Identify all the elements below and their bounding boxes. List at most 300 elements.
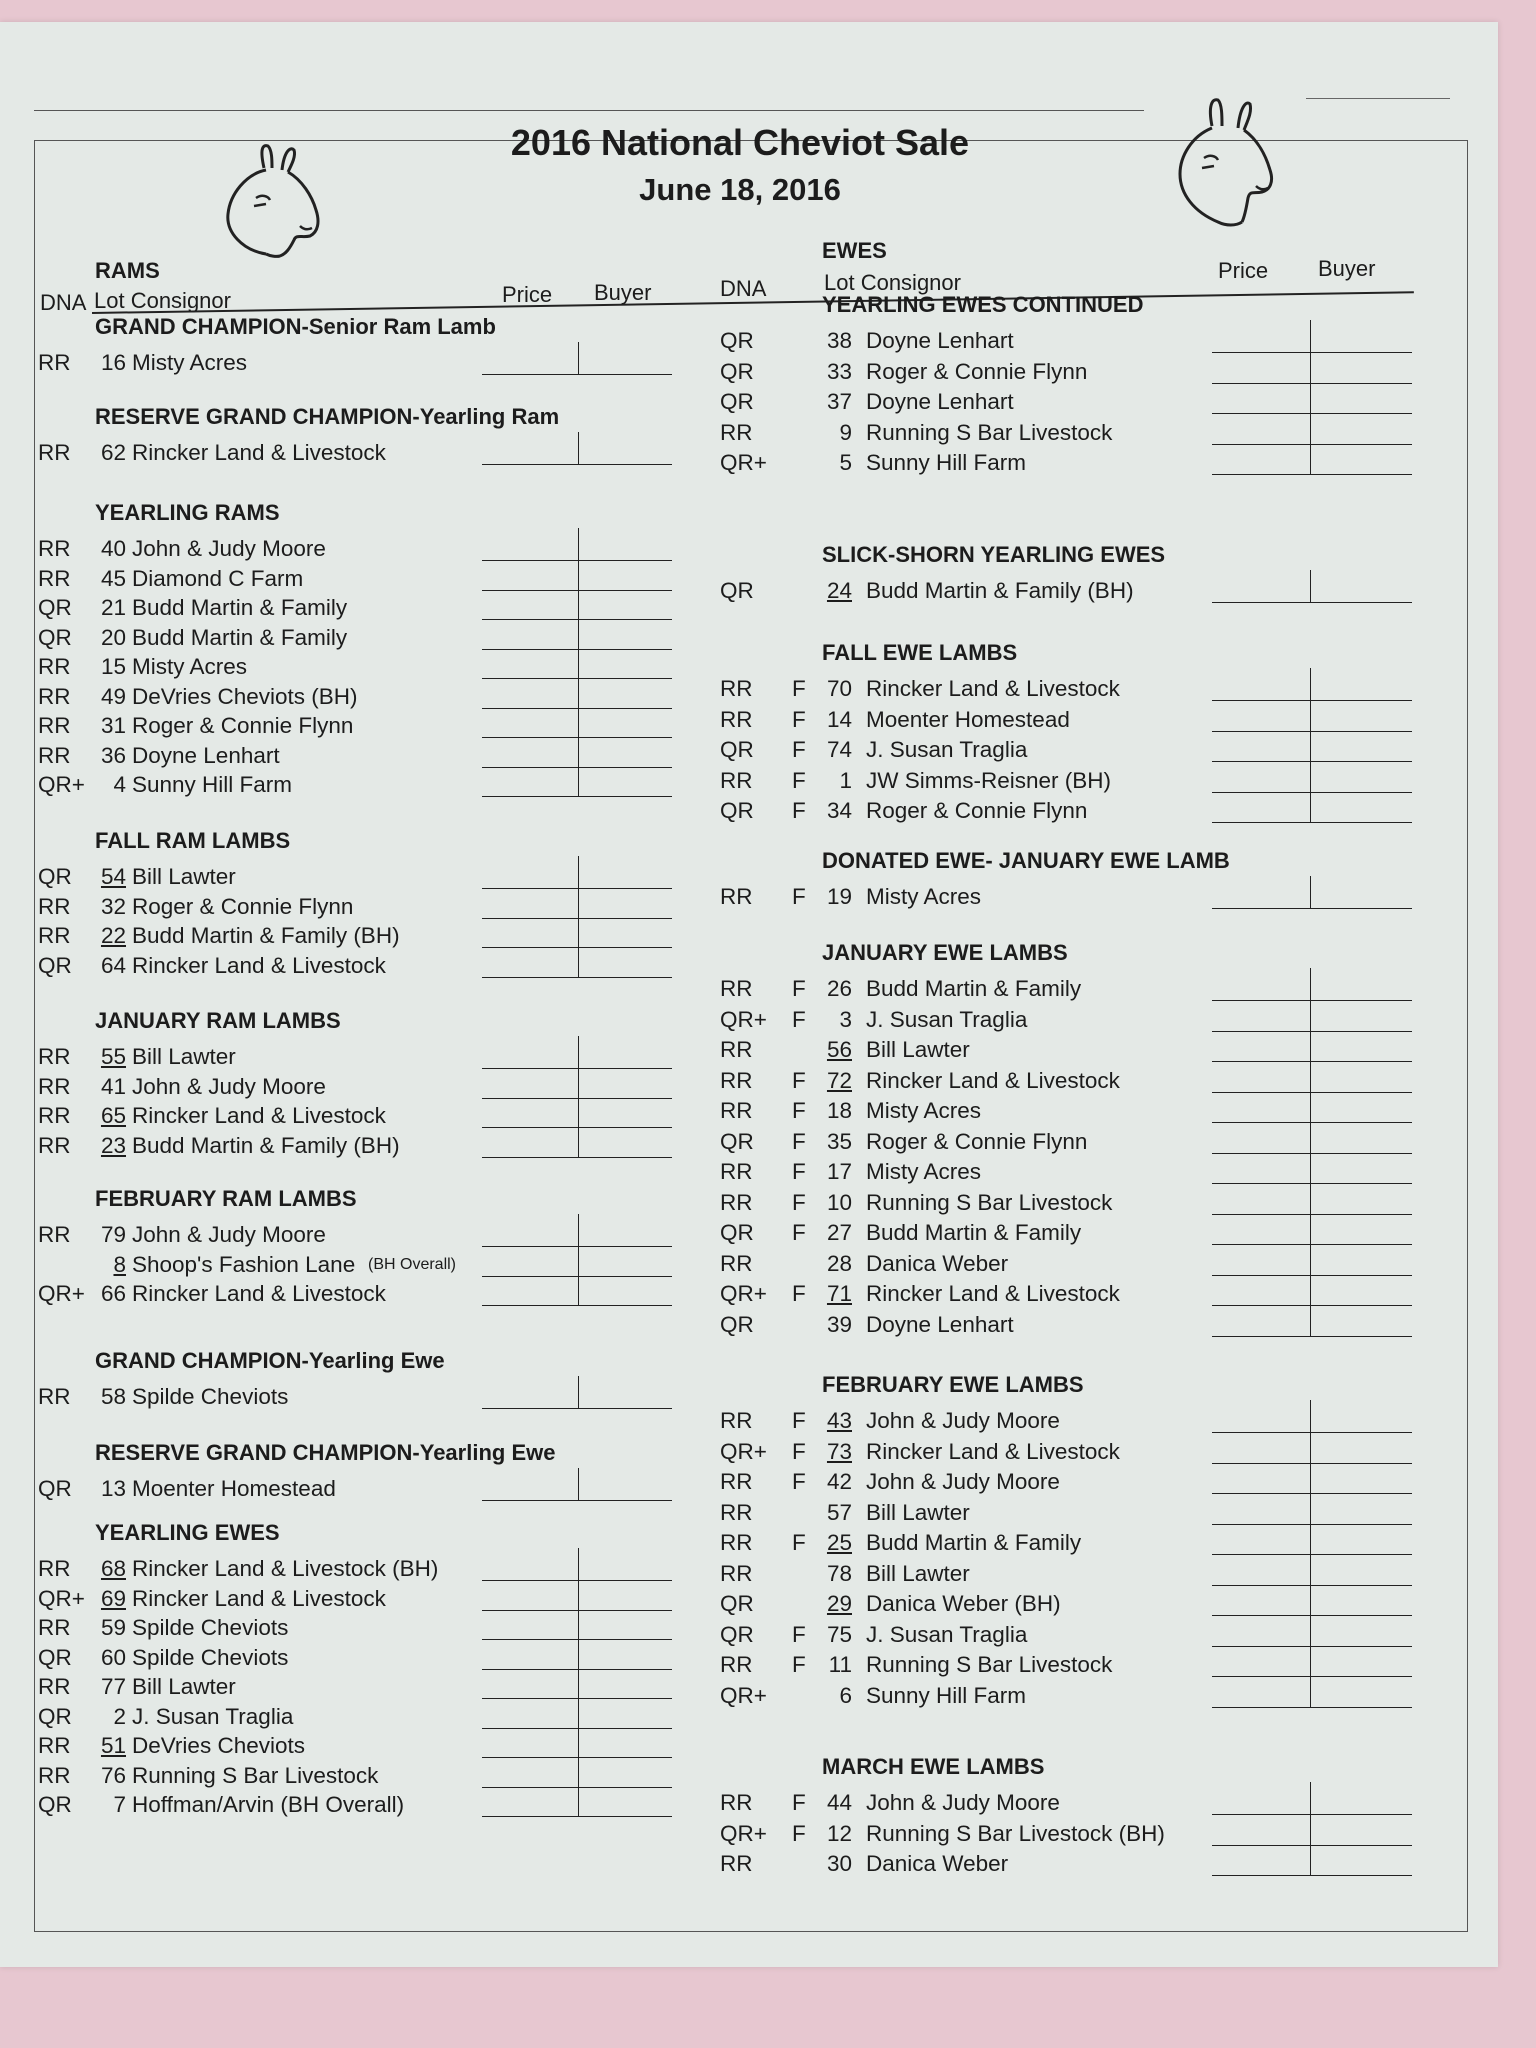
lot-number: 77 [100, 1674, 126, 1699]
price-buyer-line[interactable] [1212, 1814, 1412, 1815]
fall-flag: F [792, 1220, 806, 1245]
fall-flag: F [792, 1652, 806, 1677]
consignor-name: Roger & Connie Flynn [866, 1128, 1088, 1154]
price-buyer-line[interactable] [1212, 1524, 1412, 1525]
dna-code: RR [720, 884, 753, 909]
dna-code: RR [38, 1222, 71, 1247]
price-buyer-line[interactable] [1212, 1493, 1412, 1494]
price-buyer-line[interactable] [1212, 792, 1412, 793]
dna-code: RR [720, 676, 753, 701]
price-buyer-line[interactable] [1212, 1585, 1412, 1586]
dna-code: RR [720, 976, 753, 1001]
lot-number: 29 [826, 1591, 852, 1616]
lot-number: 49 [100, 683, 126, 709]
lot-number: 54 [100, 864, 126, 889]
price-buyer-line[interactable] [482, 1580, 672, 1581]
consignor-name: John & Judy Moore [132, 536, 326, 561]
fall-flag: F [792, 1281, 806, 1306]
consignor-name: J. Susan Traglia [866, 1006, 1028, 1032]
price-buyer-line[interactable] [1212, 1183, 1412, 1184]
section-title: FALL EWE LAMBS [822, 640, 1018, 665]
lot-number: 20 [100, 624, 126, 650]
price-buyer-line[interactable] [482, 374, 672, 375]
dna-code: RR [38, 1674, 71, 1699]
price-buyer-line[interactable] [1212, 1676, 1412, 1677]
consignor-name: DeVries Cheviots (BH) [132, 683, 358, 709]
lot-number: 56 [826, 1037, 852, 1062]
dna-code: RR [720, 1408, 753, 1433]
section-title: JANUARY RAM LAMBS [95, 1008, 341, 1033]
fall-flag: F [792, 1128, 806, 1154]
section-title: YEARLING EWES [95, 1520, 280, 1545]
price-buyer-divider [1310, 1400, 1311, 1707]
lot-number: 65 [100, 1103, 126, 1128]
consignor-name: Doyne Lenhart [132, 742, 280, 768]
dna-code: QR+ [720, 1006, 767, 1032]
lot-number: 31 [100, 713, 126, 738]
consignor-name: Running S Bar Livestock [866, 1189, 1113, 1215]
consignor-name: J. Susan Traglia [866, 1621, 1028, 1647]
consignor-name: Doyne Lenhart [866, 328, 1014, 353]
lot-number: 4 [113, 772, 126, 797]
dna-code: RR [38, 440, 71, 465]
consignor-note: (BH Overall) [368, 1255, 457, 1273]
price-buyer-line[interactable] [482, 1127, 672, 1128]
price-buyer-line[interactable] [1212, 908, 1412, 909]
price-buyer-line[interactable] [482, 1698, 672, 1699]
price-buyer-line[interactable] [1212, 761, 1412, 762]
lot-number: 22 [100, 923, 126, 948]
price-buyer-line[interactable] [1212, 700, 1412, 701]
lot-number: 25 [826, 1530, 852, 1555]
section-title: YEARLING RAMS [95, 500, 280, 525]
price-buyer-line[interactable] [482, 1246, 672, 1247]
dna-code: QR [720, 358, 754, 384]
price-buyer-line[interactable] [1212, 1061, 1412, 1062]
price-buyer-line[interactable] [482, 1757, 672, 1758]
price-buyer-line[interactable] [1212, 1275, 1412, 1276]
price-buyer-line[interactable] [482, 1787, 672, 1788]
consignor-name: Sunny Hill Farm [132, 772, 293, 797]
lot-number: 45 [100, 565, 126, 591]
dna-code: RR [720, 1469, 753, 1494]
price-buyer-line[interactable] [482, 1669, 672, 1670]
consignor-name: Misty Acres [866, 1159, 982, 1184]
lot-number: 44 [826, 1790, 852, 1815]
price-buyer-line[interactable] [1212, 1122, 1412, 1123]
dna-code: QR [720, 328, 754, 353]
lot-number: 28 [826, 1250, 852, 1276]
dna-code: RR [720, 706, 753, 732]
lot-number: 70 [826, 676, 852, 701]
dna-code: RR [720, 1851, 753, 1876]
lot-number: 2 [113, 1703, 126, 1729]
section-title: DONATED EWE- JANUARY EWE LAMB [822, 848, 1230, 873]
lot-number: 43 [826, 1408, 852, 1433]
price-buyer-line[interactable] [1212, 1845, 1412, 1846]
consignor-name: Budd Martin & Family [866, 1220, 1082, 1245]
consignor-name: Misty Acres [132, 350, 248, 375]
lot-number: 69 [100, 1585, 126, 1611]
lot-number: 42 [826, 1469, 852, 1494]
lot-number: 51 [100, 1733, 126, 1758]
price-buyer-line[interactable] [1212, 1463, 1412, 1464]
lot-number: 24 [826, 578, 852, 603]
lot-number: 38 [826, 328, 852, 353]
consignor-name: Bill Lawter [866, 1560, 970, 1586]
consignor-name: J. Susan Traglia [866, 737, 1028, 762]
lot-number: 41 [100, 1073, 126, 1099]
price-buyer-line[interactable] [482, 1728, 672, 1729]
fall-flag: F [792, 706, 806, 732]
consignor-name: Running S Bar Livestock (BH) [866, 1820, 1165, 1846]
price-buyer-line[interactable] [482, 1157, 672, 1158]
dna-code: RR [38, 1615, 71, 1640]
consignor-name: Budd Martin & Family [866, 976, 1082, 1001]
consignor-name: John & Judy Moore [866, 1469, 1060, 1494]
dna-code: QR+ [720, 1281, 767, 1306]
price-buyer-line[interactable] [1212, 1554, 1412, 1555]
dna-code: QR [38, 1703, 72, 1729]
lot-number: 78 [826, 1560, 852, 1586]
consignor-name: Rincker Land & Livestock [866, 1067, 1120, 1093]
dna-code: QR [720, 737, 754, 762]
dna-code: RR [38, 923, 71, 948]
ewes-header: EWES [822, 238, 887, 263]
lot-number: 21 [100, 595, 126, 620]
lot-number: 13 [100, 1476, 126, 1501]
price-buyer-divider [578, 528, 579, 796]
price-buyer-line[interactable] [482, 1098, 672, 1099]
fall-flag: F [792, 884, 806, 909]
lot-number: 76 [100, 1762, 126, 1788]
dna-code: QR+ [720, 450, 767, 475]
sheep-head-icon [216, 140, 336, 262]
lot-number: 72 [826, 1067, 852, 1093]
lot-number: 71 [826, 1281, 852, 1306]
dna-code: RR [720, 1159, 753, 1184]
lot-number: 8 [113, 1251, 126, 1277]
dna-code: RR [38, 1733, 71, 1758]
lot-number: 17 [826, 1159, 852, 1184]
title-rule [34, 110, 1144, 111]
price-buyer-line[interactable] [1212, 1707, 1412, 1708]
lot-number: 40 [100, 536, 126, 561]
corner-rule [1306, 98, 1450, 99]
section-title: JANUARY EWE LAMBS [822, 940, 1068, 965]
section-title: GRAND CHAMPION-Senior Ram Lamb [95, 314, 496, 339]
price-buyer-line[interactable] [1212, 1432, 1412, 1433]
price-buyer-line[interactable] [1212, 1092, 1412, 1093]
price-buyer-line[interactable] [482, 918, 672, 919]
price-buyer-line[interactable] [482, 737, 672, 738]
lot-number: 75 [826, 1621, 852, 1647]
dna-code: RR [38, 536, 71, 561]
lot-number: 5 [839, 450, 852, 475]
fall-flag: F [792, 1189, 806, 1215]
lot-number: 27 [826, 1220, 852, 1245]
lot-number: 79 [100, 1222, 126, 1247]
dna-code: QR [38, 952, 72, 978]
consignor-name: JW Simms-Reisner (BH) [866, 767, 1111, 793]
lot-number: 12 [826, 1820, 852, 1846]
lot-number: 58 [100, 1384, 126, 1409]
lot-number: 34 [826, 798, 852, 823]
price-buyer-divider [578, 856, 579, 977]
price-buyer-divider [578, 1376, 579, 1408]
dna-code: RR [720, 419, 753, 445]
price-buyer-line[interactable] [1212, 383, 1412, 384]
price-buyer-line[interactable] [482, 678, 672, 679]
price-buyer-line[interactable] [1212, 1244, 1412, 1245]
price-buyer-line[interactable] [482, 1276, 672, 1277]
consignor-name: Bill Lawter [132, 1044, 236, 1069]
section-title: GRAND CHAMPION-Yearling Ewe [95, 1348, 445, 1373]
consignor-name: Budd Martin & Family (BH) [866, 578, 1134, 603]
consignor-name: Budd Martin & Family [866, 1530, 1082, 1555]
dna-code: RR [720, 1250, 753, 1276]
dna-code: QR [720, 1621, 754, 1647]
price-buyer-line[interactable] [482, 796, 672, 797]
price-buyer-line[interactable] [482, 708, 672, 709]
fall-flag: F [792, 1438, 806, 1464]
price-buyer-line[interactable] [1212, 1214, 1412, 1215]
price-buyer-line[interactable] [482, 977, 672, 978]
dna-code: RR [38, 1073, 71, 1099]
dna-code: RR [38, 1762, 71, 1788]
dna-code: QR+ [38, 1281, 85, 1306]
dna-code: RR [720, 1530, 753, 1555]
lot-number: 3 [839, 1006, 852, 1032]
dna-header: DNA [40, 290, 87, 315]
fall-flag: F [792, 767, 806, 793]
buyer-header: Buyer [1318, 256, 1376, 281]
price-buyer-line[interactable] [482, 619, 672, 620]
consignor-name: Misty Acres [866, 884, 982, 909]
price-buyer-line[interactable] [482, 464, 672, 465]
dna-code: QR+ [720, 1438, 767, 1464]
consignor-name: Rincker Land & Livestock [866, 1281, 1120, 1306]
dna-code: QR+ [720, 1682, 767, 1708]
price-buyer-divider [578, 1548, 579, 1816]
dna-code: RR [38, 893, 71, 919]
price-buyer-line[interactable] [482, 1500, 672, 1501]
consignor-name: John & Judy Moore [132, 1222, 326, 1247]
fall-flag: F [792, 798, 806, 823]
section-title: YEARLING EWES CONTINUED [822, 292, 1144, 317]
dna-code: QR [38, 595, 72, 620]
rams-header: RAMS [95, 258, 160, 283]
price-buyer-line[interactable] [1212, 1153, 1412, 1154]
section-title: RESERVE GRAND CHAMPION-Yearling Ewe [95, 1440, 556, 1465]
dna-code: QR [720, 1128, 754, 1154]
price-header: Price [502, 282, 553, 307]
price-buyer-divider [1310, 1782, 1311, 1875]
lot-number: 35 [826, 1128, 852, 1154]
dna-code: RR [38, 683, 71, 709]
fall-flag: F [792, 1067, 806, 1093]
consignor-name: Roger & Connie Flynn [132, 713, 354, 738]
price-buyer-line[interactable] [1212, 1615, 1412, 1616]
consignor-name: John & Judy Moore [866, 1408, 1060, 1433]
consignor-name: Rincker Land & Livestock [132, 952, 386, 978]
price-buyer-line[interactable] [482, 649, 672, 650]
price-buyer-line[interactable] [1212, 444, 1412, 445]
price-buyer-divider [1310, 570, 1311, 602]
price-buyer-line[interactable] [1212, 1305, 1412, 1306]
price-buyer-line[interactable] [1212, 1646, 1412, 1647]
dna-code: QR [720, 389, 754, 414]
lot-number: 39 [826, 1311, 852, 1337]
consignor-name: Moenter Homestead [132, 1476, 336, 1501]
lot-number: 30 [826, 1851, 852, 1876]
lot-number: 74 [826, 737, 852, 762]
fall-flag: F [792, 1621, 806, 1647]
price-header: Price [1218, 258, 1269, 283]
consignor-name: Rincker Land & Livestock [132, 1585, 386, 1611]
lot-number: 7 [113, 1792, 126, 1817]
consignor-name: Danica Weber (BH) [866, 1591, 1061, 1616]
dna-code: QR [38, 1644, 72, 1670]
lot-number: 19 [826, 884, 852, 909]
lot-number: 9 [839, 419, 852, 445]
dna-code: RR [38, 1132, 71, 1158]
consignor-name: Spilde Cheviots [132, 1615, 289, 1640]
price-buyer-line[interactable] [1212, 413, 1412, 414]
dna-code: RR [720, 1098, 753, 1123]
price-buyer-line[interactable] [482, 947, 672, 948]
dna-code: QR+ [720, 1820, 767, 1846]
lot-number: 55 [100, 1044, 126, 1069]
consignor-name: Sunny Hill Farm [866, 1682, 1027, 1708]
dna-code: RR [720, 1560, 753, 1586]
buyer-header: Buyer [594, 280, 652, 305]
dna-code: RR [38, 1384, 71, 1409]
dna-code: RR [38, 350, 71, 375]
consignor-name: Budd Martin & Family [132, 595, 348, 620]
consignor-name: Bill Lawter [132, 1674, 236, 1699]
section-title: FEBRUARY EWE LAMBS [822, 1372, 1084, 1397]
lot-number: 18 [826, 1098, 852, 1123]
lot-number: 37 [826, 389, 852, 414]
price-buyer-line[interactable] [1212, 1031, 1412, 1032]
lot-consignor-header: Lot Consignor [824, 270, 961, 295]
lot-number: 23 [100, 1132, 126, 1158]
lot-consignor-header: Lot Consignor [94, 288, 231, 313]
consignor-name: Rincker Land & Livestock [866, 1438, 1120, 1464]
price-buyer-line[interactable] [482, 1816, 672, 1817]
price-buyer-divider [578, 342, 579, 374]
price-buyer-line[interactable] [1212, 602, 1412, 603]
dna-code: QR [38, 1476, 72, 1501]
lot-number: 32 [100, 893, 126, 919]
fall-flag: F [792, 1408, 806, 1433]
dna-code: RR [720, 1790, 753, 1815]
consignor-name: Running S Bar Livestock [866, 1652, 1113, 1677]
consignor-name: Spilde Cheviots [132, 1384, 289, 1409]
lot-number: 60 [100, 1644, 126, 1670]
price-buyer-line[interactable] [1212, 731, 1412, 732]
sale-sheet [0, 22, 1498, 1967]
dna-code: RR [720, 767, 753, 793]
lot-number: 36 [100, 742, 126, 768]
fall-flag: F [792, 737, 806, 762]
price-buyer-line[interactable] [1212, 352, 1412, 353]
fall-flag: F [792, 1820, 806, 1846]
price-buyer-line[interactable] [482, 767, 672, 768]
fall-flag: F [792, 1530, 806, 1555]
dna-code: RR [38, 1044, 71, 1069]
dna-code: RR [720, 1037, 753, 1062]
fall-flag: F [792, 1790, 806, 1815]
price-buyer-line[interactable] [482, 1305, 672, 1306]
price-buyer-line[interactable] [1212, 1336, 1412, 1337]
fall-flag: F [792, 1469, 806, 1494]
section-title: FEBRUARY RAM LAMBS [95, 1186, 357, 1211]
lot-number: 62 [100, 440, 126, 465]
consignor-name: Danica Weber [866, 1851, 1009, 1876]
consignor-name: Running S Bar Livestock [132, 1762, 379, 1788]
price-buyer-line[interactable] [1212, 1875, 1412, 1876]
consignor-name: Roger & Connie Flynn [866, 798, 1088, 823]
consignor-name: Misty Acres [866, 1098, 982, 1123]
consignor-name: Running S Bar Livestock [866, 419, 1113, 445]
dna-code: RR [38, 565, 71, 591]
consignor-name: Doyne Lenhart [866, 1311, 1014, 1337]
lot-number: 59 [100, 1615, 126, 1640]
price-buyer-divider [578, 1468, 579, 1500]
price-buyer-line[interactable] [482, 590, 672, 591]
dna-code: RR [720, 1499, 753, 1525]
dna-code: QR [720, 578, 754, 603]
consignor-name: Sunny Hill Farm [866, 450, 1027, 475]
price-buyer-divider [578, 432, 579, 464]
price-buyer-line[interactable] [482, 1639, 672, 1640]
lot-number: 26 [826, 976, 852, 1001]
lot-number: 1 [839, 767, 852, 793]
consignor-name: John & Judy Moore [866, 1790, 1060, 1815]
sheep-head-icon [1166, 90, 1286, 236]
price-buyer-line[interactable] [482, 888, 672, 889]
dna-code: RR [720, 1189, 753, 1215]
consignor-name: Doyne Lenhart [866, 389, 1014, 414]
consignor-name: Shoop's Fashion Lane [132, 1251, 356, 1277]
lot-number: 57 [826, 1499, 852, 1525]
consignor-name: J. Susan Traglia [132, 1703, 294, 1729]
consignor-name: Diamond C Farm [132, 565, 304, 591]
price-buyer-line[interactable] [482, 1068, 672, 1069]
dna-code: QR+ [38, 772, 85, 797]
consignor-name: Rincker Land & Livestock [132, 440, 386, 465]
price-buyer-line[interactable] [482, 1610, 672, 1611]
consignor-name: Danica Weber [866, 1250, 1009, 1276]
section-title: MARCH EWE LAMBS [822, 1754, 1045, 1779]
price-buyer-line[interactable] [1212, 474, 1412, 475]
section-title: FALL RAM LAMBS [95, 828, 291, 853]
consignor-name: Roger & Connie Flynn [866, 358, 1088, 384]
price-buyer-line[interactable] [482, 560, 672, 561]
price-buyer-line[interactable] [482, 1408, 672, 1409]
price-buyer-line[interactable] [1212, 822, 1412, 823]
consignor-name: Bill Lawter [866, 1037, 970, 1062]
consignor-name: Bill Lawter [132, 864, 236, 889]
fall-flag: F [792, 1098, 806, 1123]
price-buyer-line[interactable] [1212, 1000, 1412, 1001]
dna-code: RR [720, 1067, 753, 1093]
lot-number: 66 [100, 1281, 126, 1306]
fall-flag: F [792, 676, 806, 701]
lot-number: 14 [826, 706, 852, 732]
